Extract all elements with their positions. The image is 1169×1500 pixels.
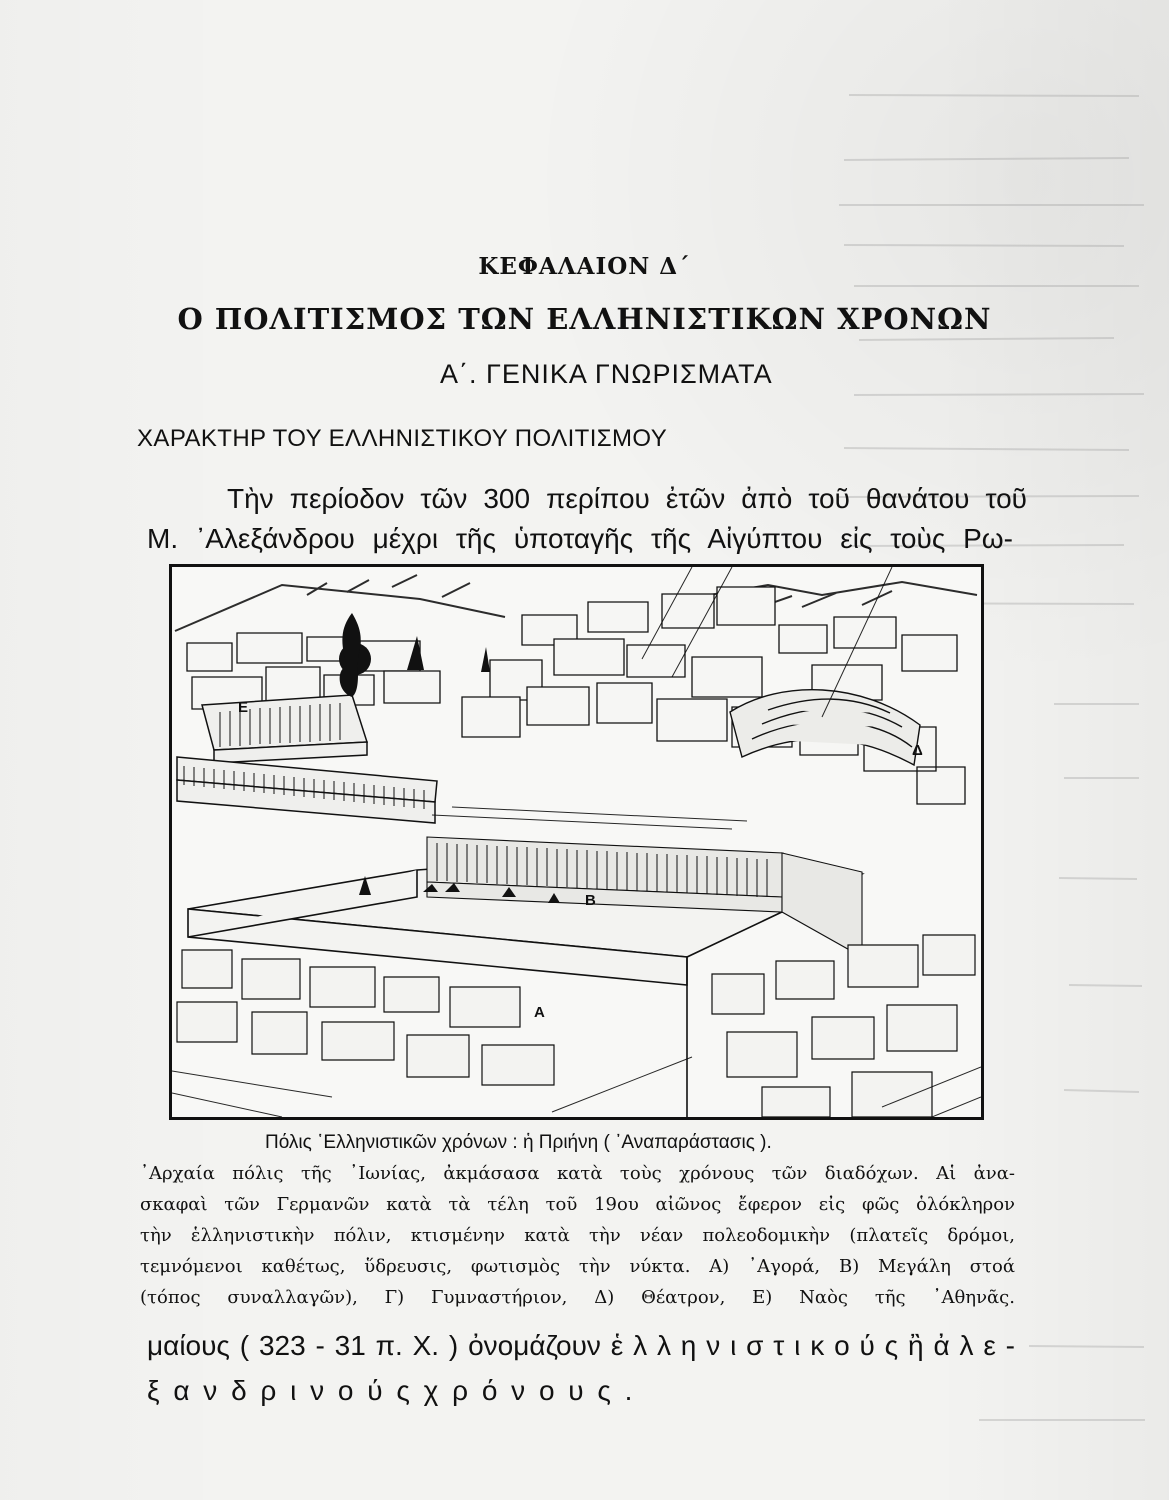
note-line-4: τεμνόμενοι καθέτως, ὕδρευσις, φωτισμὸς τὴν νύκτα. Α) ᾿Αγορά, Β) Μεγάλη στοά bbox=[140, 1256, 1015, 1277]
intro-line-2: Μ. ᾿Αλεξάνδρου μέχρι τῆς ὑποταγῆς τῆς Αἰγύπτου εἰς τοὺς Ρω- bbox=[147, 523, 1013, 554]
closing-line-2: ξ α ν δ ρ ι ν ο ύ ς χ ρ ό ν ο υ ς . bbox=[147, 1375, 636, 1406]
label-stoa: Β bbox=[585, 892, 596, 909]
note-line-2: σκαφαὶ τῶν Γερμανῶν κατὰ τὰ τέλη τοῦ 19ου αἰῶνος ἔφερον εἰς φῶς ὁλόκληρον bbox=[140, 1194, 1015, 1215]
figure-caption: Πόλις ῾Ελληνιστικῶν χρόνων : ἡ Πριήνη ( ᾿Αναπαράστασις ). bbox=[265, 1132, 772, 1153]
note-line-3: τὴν ἑλληνιστικὴν πόλιν, κτισμένην κατὰ τὴν νέαν πολεοδομικὴν (πλατεῖς δρόμοι, bbox=[140, 1225, 1015, 1246]
note-line-5: (τόπος συναλλαγῶν), Γ) Γυμναστήριον, Δ) Θέατρον, Ε) Ναὸς τῆς ᾿Αθηνᾶς. bbox=[140, 1287, 1015, 1308]
page-title: Ο ΠΟΛΙΤΙΣΜΟΣ ΤΩΝ ΕΛΛΗΝΙΣΤΙΚΩΝ ΧΡΟΝΩΝ bbox=[177, 302, 992, 336]
intro-line-1: Τὴν περίοδον τῶν 300 περίπου ἐτῶν ἀπὸ τοῦ θανάτου τοῦ bbox=[227, 483, 1027, 514]
closing-line-1: μαίους ( 323 - 31 π. Χ. ) ὀνομάζουν ἑ λ λ η ν ι σ τ ι κ ο ύ ς ἢ ἀ λ ε - bbox=[147, 1330, 1015, 1361]
label-temple: Ε bbox=[238, 699, 249, 716]
section-heading: ΧΑΡΑΚΤΗΡ ΤΟΥ ΕΛΛΗΝΙΣΤΙΚΟΥ ΠΟΛΙΤΙΣΜΟΥ bbox=[137, 425, 668, 452]
label-agora: Α bbox=[534, 1004, 545, 1021]
city-illustration bbox=[169, 564, 984, 1120]
section-subtitle: Α΄. ΓΕΝΙΚΑ ΓΝΩΡΙΣΜΑΤΑ bbox=[440, 359, 773, 389]
priene-reconstruction-drawing bbox=[172, 567, 981, 1117]
note-line-1: ᾿Αρχαία πόλις τῆς ᾿Ιωνίας, ἀκμάσασα κατὰ τοὺς χρόνους τῶν διαδόχων. Αἱ ἀνα- bbox=[140, 1163, 1015, 1184]
chapter-heading: ΚΕΦΑΛΑΙΟΝ Δ΄ bbox=[478, 253, 691, 280]
label-theatre: Δ bbox=[912, 742, 923, 759]
